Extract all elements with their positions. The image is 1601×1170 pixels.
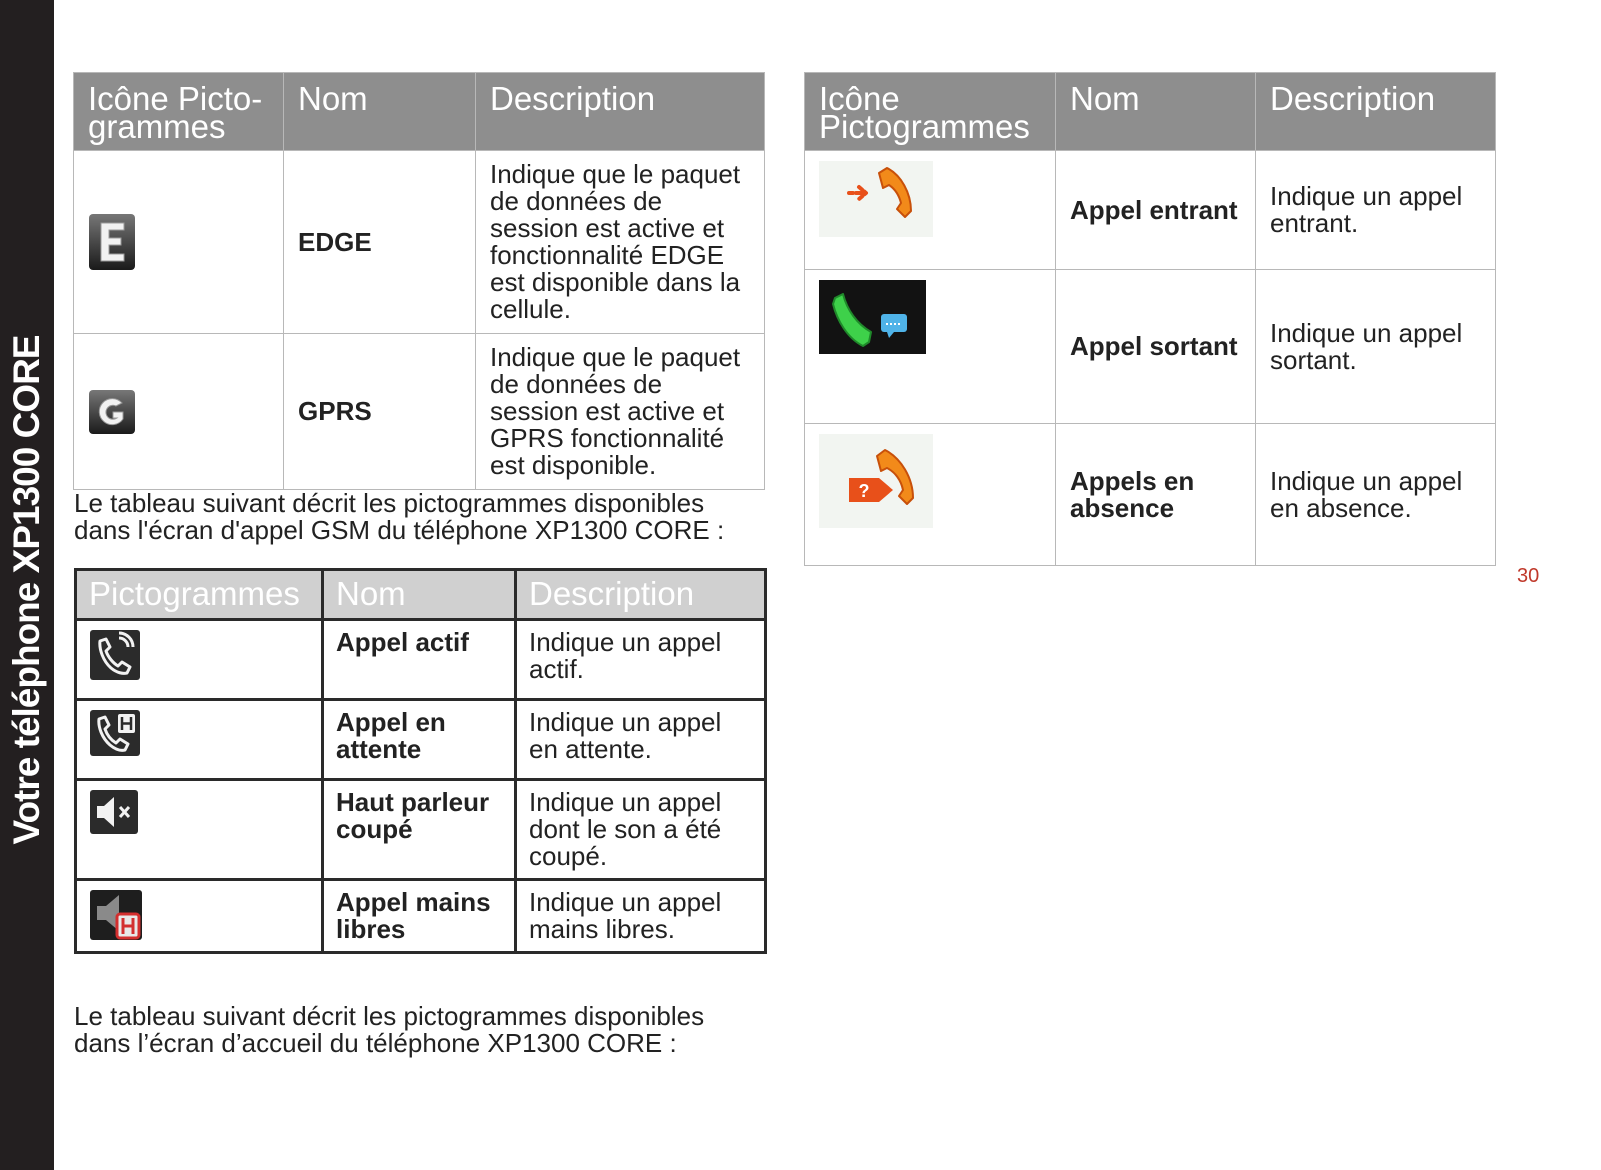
- icon-cell: [76, 880, 323, 953]
- table-row: [74, 334, 765, 490]
- row-description: Indique un appel en absence.: [1256, 424, 1496, 566]
- row-description: Indique que le paquet de données de session est active et fonctionnalité EDGE est disponible dans la cellule.: [476, 151, 765, 334]
- table-row: [76, 700, 766, 780]
- row-description: Indique que le paquet de données de session est active et GPRS fonctionnalité est disponible.: [476, 334, 765, 490]
- row-name: Haut parleur coupé: [323, 780, 516, 880]
- svg-text:?: ?: [858, 481, 870, 501]
- icon-cell: [76, 620, 323, 700]
- row-description: Indique un appel actif.: [516, 620, 766, 700]
- missed-call-icon: [819, 434, 933, 528]
- table-header-row: [74, 73, 765, 151]
- call-on-hold-icon: [89, 709, 141, 757]
- row-name: Appel actif: [323, 620, 516, 700]
- header-description: Description: [516, 570, 766, 620]
- sidebar-title: Votre téléphone XP1300 CORE: [6, 335, 47, 845]
- row-description: Indique un appel dont le son a été coupé.: [516, 780, 766, 880]
- calls-icons-table: [804, 72, 1496, 566]
- outgoing-call-icon: [819, 280, 926, 354]
- edge-icon: [88, 213, 136, 271]
- icon-cell: [805, 151, 1056, 270]
- intro-call-screen: Le tableau suivant décrit les pictogrammes disponibles dans l'écran d'appel GSM du téléphone XP1300 CORE :: [74, 488, 725, 545]
- table-row: [76, 780, 766, 880]
- icon-cell: [76, 780, 323, 880]
- row-description: Indique un appel entrant.: [1256, 151, 1496, 270]
- table-row: [76, 620, 766, 700]
- row-name: Appel mains libres: [323, 880, 516, 953]
- row-description: Indique un appel sortant.: [1256, 270, 1496, 424]
- row-name: GPRS: [284, 334, 476, 490]
- call-screen-icons-table: [74, 568, 767, 954]
- icon-cell: [76, 700, 323, 780]
- table-row: [805, 270, 1496, 424]
- intro-home-screen: Le tableau suivant décrit les pictogrammes disponibles dans l’écran d’accueil du téléphone XP1300 CORE :: [74, 1001, 705, 1058]
- speaker-muted-icon: [89, 789, 139, 835]
- header-name: Nom: [323, 570, 516, 620]
- table-header-row: [805, 73, 1496, 151]
- incoming-call-icon: [819, 161, 933, 237]
- row-name: Appel sortant: [1056, 270, 1256, 424]
- hands-free-icon: [89, 889, 143, 941]
- gprs-icon: [88, 389, 136, 435]
- icon-cell: [74, 334, 284, 490]
- header-description: Description: [476, 73, 765, 151]
- row-description: Indique un appel mains libres.: [516, 880, 766, 953]
- row-name: EDGE: [284, 151, 476, 334]
- table-row: [74, 151, 765, 334]
- row-description: Indique un appel en attente.: [516, 700, 766, 780]
- header-icon: Icône Pictogrammes: [805, 73, 1056, 151]
- page-number: 30: [1517, 565, 1540, 587]
- network-icons-table: [73, 72, 765, 490]
- header-icon: Icône Picto-grammes: [74, 73, 284, 151]
- row-name: Appel entrant: [1056, 151, 1256, 270]
- icon-cell: [805, 270, 1056, 424]
- row-name: Appel en attente: [323, 700, 516, 780]
- table-row: [805, 424, 1496, 566]
- header-name: Nom: [284, 73, 476, 151]
- header-name: Nom: [1056, 73, 1256, 151]
- icon-cell: [74, 151, 284, 334]
- table-row: [805, 151, 1496, 270]
- row-name: Appels en absence: [1056, 424, 1256, 566]
- table-header-row: [76, 570, 766, 620]
- header-icon: Pictogrammes: [76, 570, 323, 620]
- icon-cell: [805, 424, 1056, 566]
- header-description: Description: [1256, 73, 1496, 151]
- table-row: [76, 880, 766, 953]
- sidebar: [0, 0, 54, 1170]
- active-call-icon: [89, 629, 141, 681]
